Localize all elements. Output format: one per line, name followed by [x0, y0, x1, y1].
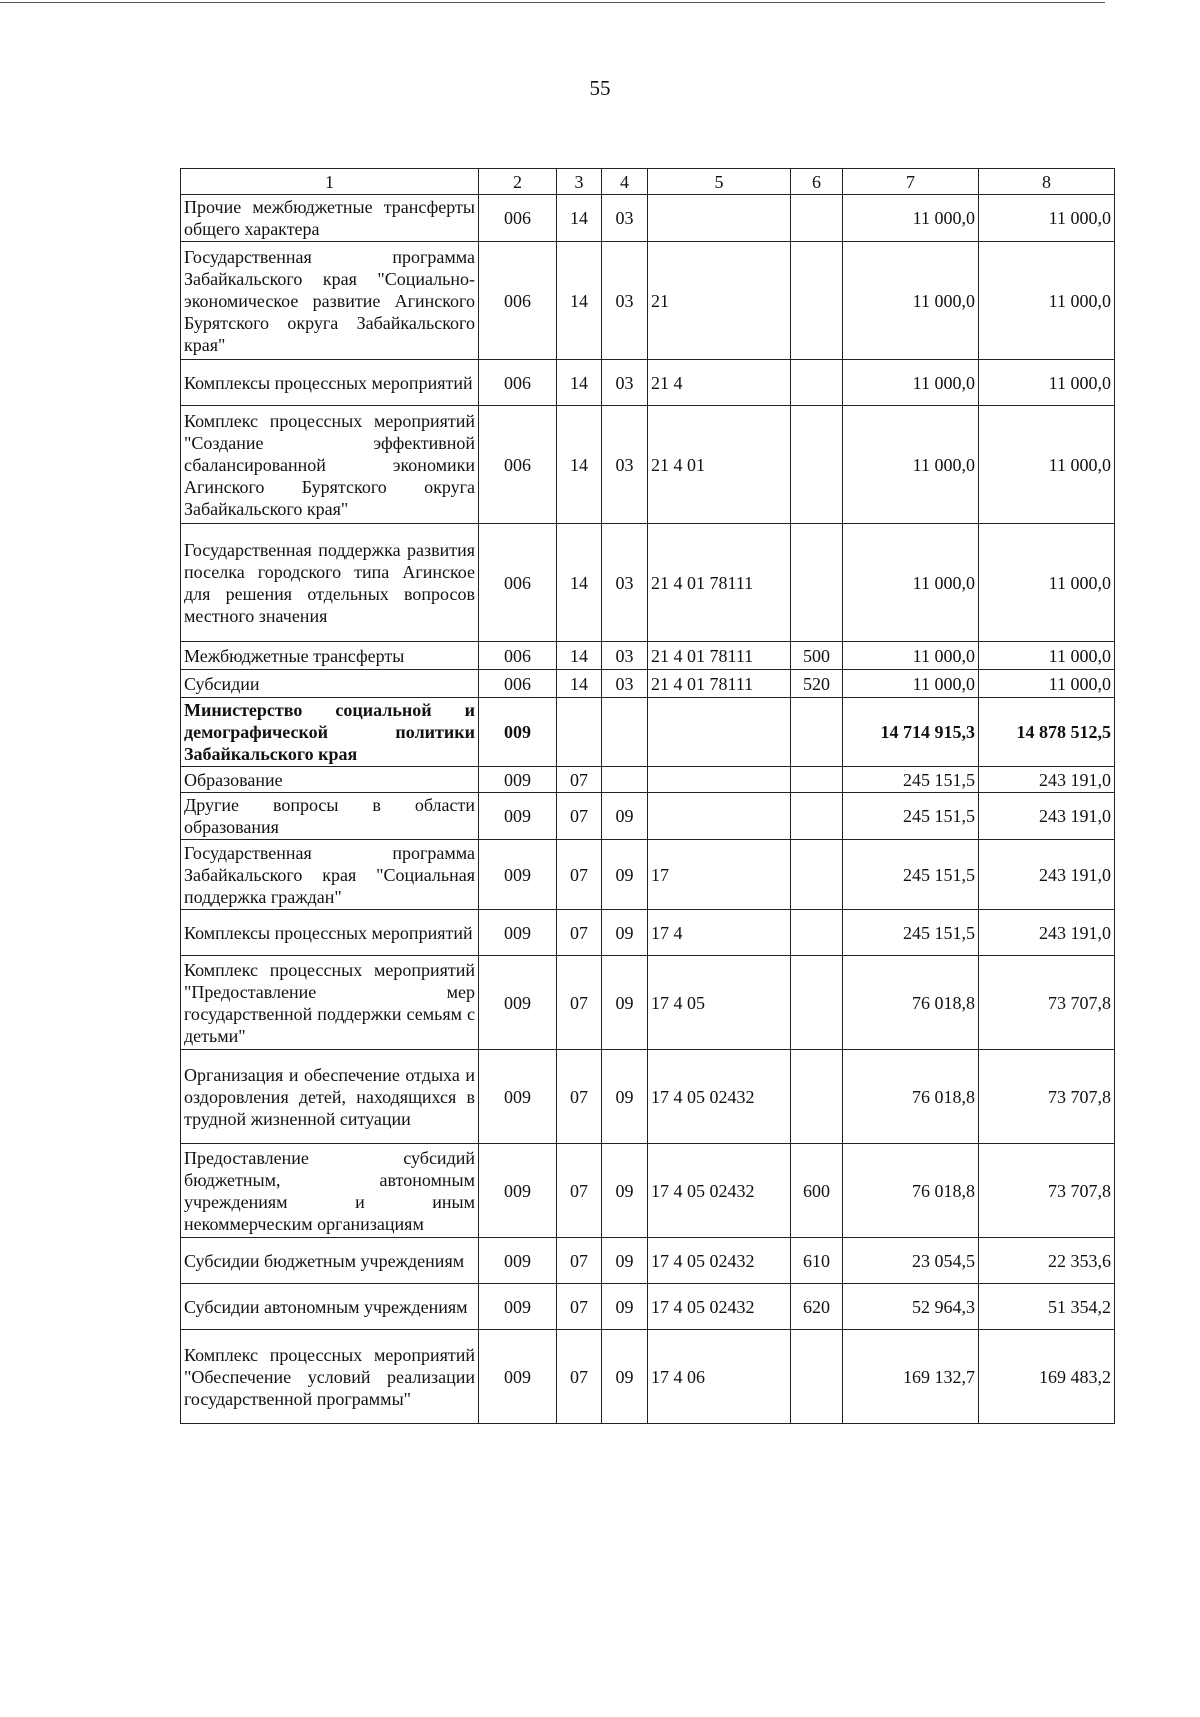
code-cell-6	[791, 698, 843, 767]
code-cell-5: 21	[648, 242, 791, 360]
code-cell-4: 09	[602, 910, 648, 956]
amount-cell-7: 76 018,8	[843, 1050, 979, 1144]
amount-cell-7: 52 964,3	[843, 1284, 979, 1330]
code-cell-3: 07	[557, 1238, 602, 1284]
code-cell-5	[648, 767, 791, 793]
code-cell-6	[791, 910, 843, 956]
code-cell-3: 14	[557, 195, 602, 242]
amount-cell-8: 11 000,0	[979, 642, 1115, 670]
code-cell-3: 07	[557, 910, 602, 956]
amount-cell-8: 169 483,2	[979, 1330, 1115, 1424]
amount-cell-8: 11 000,0	[979, 406, 1115, 524]
code-cell-4: 09	[602, 840, 648, 910]
code-cell-6	[791, 524, 843, 642]
code-cell-2: 006	[479, 242, 557, 360]
code-cell-4: 03	[602, 524, 648, 642]
amount-cell-8: 11 000,0	[979, 670, 1115, 698]
table-row	[181, 1238, 1115, 1284]
code-cell-2: 009	[479, 1050, 557, 1144]
code-cell-2: 009	[479, 956, 557, 1050]
code-cell-5: 17 4 05 02432	[648, 1238, 791, 1284]
amount-cell-7: 169 132,7	[843, 1330, 979, 1424]
table-row	[181, 406, 1115, 524]
code-cell-3: 14	[557, 360, 602, 406]
name-cell: Государственная поддержка развития поселка городского типа Агинское для решения отдельных вопросов местного значения	[181, 524, 479, 642]
code-cell-4: 03	[602, 670, 648, 698]
table-row	[181, 360, 1115, 406]
table-row	[181, 242, 1115, 360]
code-cell-6: 520	[791, 670, 843, 698]
name-cell: Комплекс процессных мероприятий "Создание эффективной сбалансированной экономики Агинского Бурятского округа Забайкальского края"	[181, 406, 479, 524]
top-rule	[0, 2, 1105, 3]
amount-cell-7: 76 018,8	[843, 1144, 979, 1238]
code-cell-6	[791, 1330, 843, 1424]
code-cell-5	[648, 195, 791, 242]
code-cell-6	[791, 840, 843, 910]
name-cell: Государственная программа Забайкальского края "Социально-экономическое развитие Агинского Бурятского округа Забайкальского края"	[181, 242, 479, 360]
code-cell-3: 07	[557, 1330, 602, 1424]
budget-table	[180, 168, 1115, 1424]
header-cell-4: 4	[602, 169, 648, 195]
code-cell-2: 009	[479, 1238, 557, 1284]
code-cell-5: 21 4 01	[648, 406, 791, 524]
code-cell-6	[791, 360, 843, 406]
code-cell-2: 009	[479, 1284, 557, 1330]
table-row	[181, 670, 1115, 698]
code-cell-5: 17 4 05 02432	[648, 1284, 791, 1330]
code-cell-5: 17 4 05 02432	[648, 1050, 791, 1144]
code-cell-4: 03	[602, 242, 648, 360]
code-cell-3: 14	[557, 406, 602, 524]
amount-cell-8: 243 191,0	[979, 767, 1115, 793]
name-cell: Субсидии бюджетным учреждениям	[181, 1238, 479, 1284]
amount-cell-8: 243 191,0	[979, 793, 1115, 840]
code-cell-2: 006	[479, 524, 557, 642]
code-cell-3	[557, 698, 602, 767]
name-cell: Прочие межбюджетные трансферты общего характера	[181, 195, 479, 242]
amount-cell-8: 11 000,0	[979, 524, 1115, 642]
code-cell-2: 006	[479, 406, 557, 524]
name-cell: Предоставление субсидий бюджетным, автономным учреждениям и иным некоммерческим организациям	[181, 1144, 479, 1238]
code-cell-4	[602, 767, 648, 793]
name-cell: Государственная программа Забайкальского края "Социальная поддержка граждан"	[181, 840, 479, 910]
code-cell-4: 03	[602, 642, 648, 670]
name-cell: Комплекс процессных мероприятий "Обеспечение условий реализации государственной программы"	[181, 1330, 479, 1424]
code-cell-3: 14	[557, 670, 602, 698]
code-cell-2: 006	[479, 360, 557, 406]
amount-cell-8: 243 191,0	[979, 910, 1115, 956]
name-cell: Другие вопросы в области образования	[181, 793, 479, 840]
amount-cell-8: 11 000,0	[979, 242, 1115, 360]
code-cell-2: 009	[479, 698, 557, 767]
amount-cell-8: 11 000,0	[979, 360, 1115, 406]
code-cell-6	[791, 956, 843, 1050]
code-cell-4: 03	[602, 195, 648, 242]
table-row	[181, 840, 1115, 910]
amount-cell-7: 245 151,5	[843, 840, 979, 910]
code-cell-5: 17 4 05 02432	[648, 1144, 791, 1238]
code-cell-5: 17 4	[648, 910, 791, 956]
amount-cell-8: 14 878 512,5	[979, 698, 1115, 767]
code-cell-5: 21 4 01 78111	[648, 670, 791, 698]
code-cell-2: 009	[479, 793, 557, 840]
page-number: 55	[589, 76, 611, 100]
code-cell-6	[791, 406, 843, 524]
amount-cell-7: 11 000,0	[843, 670, 979, 698]
amount-cell-7: 245 151,5	[843, 767, 979, 793]
name-cell: Межбюджетные трансферты	[181, 642, 479, 670]
code-cell-6	[791, 1050, 843, 1144]
amount-cell-7: 11 000,0	[843, 524, 979, 642]
header-row	[181, 169, 1115, 195]
amount-cell-7: 11 000,0	[843, 642, 979, 670]
code-cell-2: 006	[479, 670, 557, 698]
code-cell-2: 009	[479, 767, 557, 793]
name-cell: Министерство социальной и демографической политики Забайкальского края	[181, 698, 479, 767]
code-cell-5	[648, 793, 791, 840]
code-cell-2: 009	[479, 840, 557, 910]
code-cell-2: 009	[479, 910, 557, 956]
amount-cell-7: 245 151,5	[843, 793, 979, 840]
code-cell-4: 03	[602, 360, 648, 406]
header-cell-7: 7	[843, 169, 979, 195]
amount-cell-8: 51 354,2	[979, 1284, 1115, 1330]
code-cell-6: 600	[791, 1144, 843, 1238]
table-row	[181, 524, 1115, 642]
table-row	[181, 1144, 1115, 1238]
table-row	[181, 1284, 1115, 1330]
table-row	[181, 1330, 1115, 1424]
code-cell-6	[791, 195, 843, 242]
code-cell-5: 21 4	[648, 360, 791, 406]
code-cell-4: 09	[602, 1144, 648, 1238]
code-cell-4	[602, 698, 648, 767]
code-cell-3: 14	[557, 242, 602, 360]
code-cell-4: 03	[602, 406, 648, 524]
amount-cell-7: 11 000,0	[843, 242, 979, 360]
code-cell-5: 21 4 01 78111	[648, 524, 791, 642]
code-cell-6	[791, 793, 843, 840]
amount-cell-8: 73 707,8	[979, 1050, 1115, 1144]
table-row	[181, 956, 1115, 1050]
table-row	[181, 767, 1115, 793]
code-cell-4: 09	[602, 1238, 648, 1284]
table-row	[181, 195, 1115, 242]
code-cell-5	[648, 698, 791, 767]
code-cell-5: 17 4 05	[648, 956, 791, 1050]
code-cell-3: 07	[557, 1050, 602, 1144]
header-cell-1: 1	[181, 169, 479, 195]
code-cell-3: 14	[557, 642, 602, 670]
name-cell: Субсидии автономным учреждениям	[181, 1284, 479, 1330]
code-cell-3: 07	[557, 1284, 602, 1330]
code-cell-3: 07	[557, 1144, 602, 1238]
code-cell-3: 07	[557, 956, 602, 1050]
name-cell: Организация и обеспечение отдыха и оздоровления детей, находящихся в трудной жизненной ситуации	[181, 1050, 479, 1144]
amount-cell-8: 22 353,6	[979, 1238, 1115, 1284]
table-row	[181, 793, 1115, 840]
code-cell-5: 17	[648, 840, 791, 910]
code-cell-2: 006	[479, 642, 557, 670]
name-cell: Комплекс процессных мероприятий "Предоставление мер государственной поддержки семьям с детьми"	[181, 956, 479, 1050]
header-cell-3: 3	[557, 169, 602, 195]
amount-cell-7: 245 151,5	[843, 910, 979, 956]
code-cell-6	[791, 767, 843, 793]
table-row	[181, 698, 1115, 767]
table-row	[181, 910, 1115, 956]
code-cell-3: 07	[557, 793, 602, 840]
header-cell-5: 5	[648, 169, 791, 195]
amount-cell-8: 243 191,0	[979, 840, 1115, 910]
amount-cell-8: 73 707,8	[979, 1144, 1115, 1238]
code-cell-2: 009	[479, 1144, 557, 1238]
amount-cell-7: 11 000,0	[843, 195, 979, 242]
amount-cell-7: 11 000,0	[843, 406, 979, 524]
code-cell-6	[791, 242, 843, 360]
table-row	[181, 642, 1115, 670]
code-cell-5: 21 4 01 78111	[648, 642, 791, 670]
amount-cell-7: 76 018,8	[843, 956, 979, 1050]
code-cell-4: 09	[602, 793, 648, 840]
code-cell-6: 620	[791, 1284, 843, 1330]
amount-cell-7: 11 000,0	[843, 360, 979, 406]
header-cell-6: 6	[791, 169, 843, 195]
code-cell-3: 07	[557, 840, 602, 910]
code-cell-2: 009	[479, 1330, 557, 1424]
table-row	[181, 1050, 1115, 1144]
code-cell-4: 09	[602, 1284, 648, 1330]
code-cell-4: 09	[602, 956, 648, 1050]
name-cell: Комплексы процессных мероприятий	[181, 360, 479, 406]
name-cell: Образование	[181, 767, 479, 793]
name-cell: Комплексы процессных мероприятий	[181, 910, 479, 956]
code-cell-6: 500	[791, 642, 843, 670]
header-cell-2: 2	[479, 169, 557, 195]
code-cell-4: 09	[602, 1050, 648, 1144]
code-cell-4: 09	[602, 1330, 648, 1424]
name-cell: Субсидии	[181, 670, 479, 698]
amount-cell-7: 23 054,5	[843, 1238, 979, 1284]
code-cell-3: 14	[557, 524, 602, 642]
code-cell-5: 17 4 06	[648, 1330, 791, 1424]
header-cell-8: 8	[979, 169, 1115, 195]
code-cell-2: 006	[479, 195, 557, 242]
amount-cell-8: 73 707,8	[979, 956, 1115, 1050]
code-cell-6: 610	[791, 1238, 843, 1284]
amount-cell-7: 14 714 915,3	[843, 698, 979, 767]
code-cell-3: 07	[557, 767, 602, 793]
amount-cell-8: 11 000,0	[979, 195, 1115, 242]
